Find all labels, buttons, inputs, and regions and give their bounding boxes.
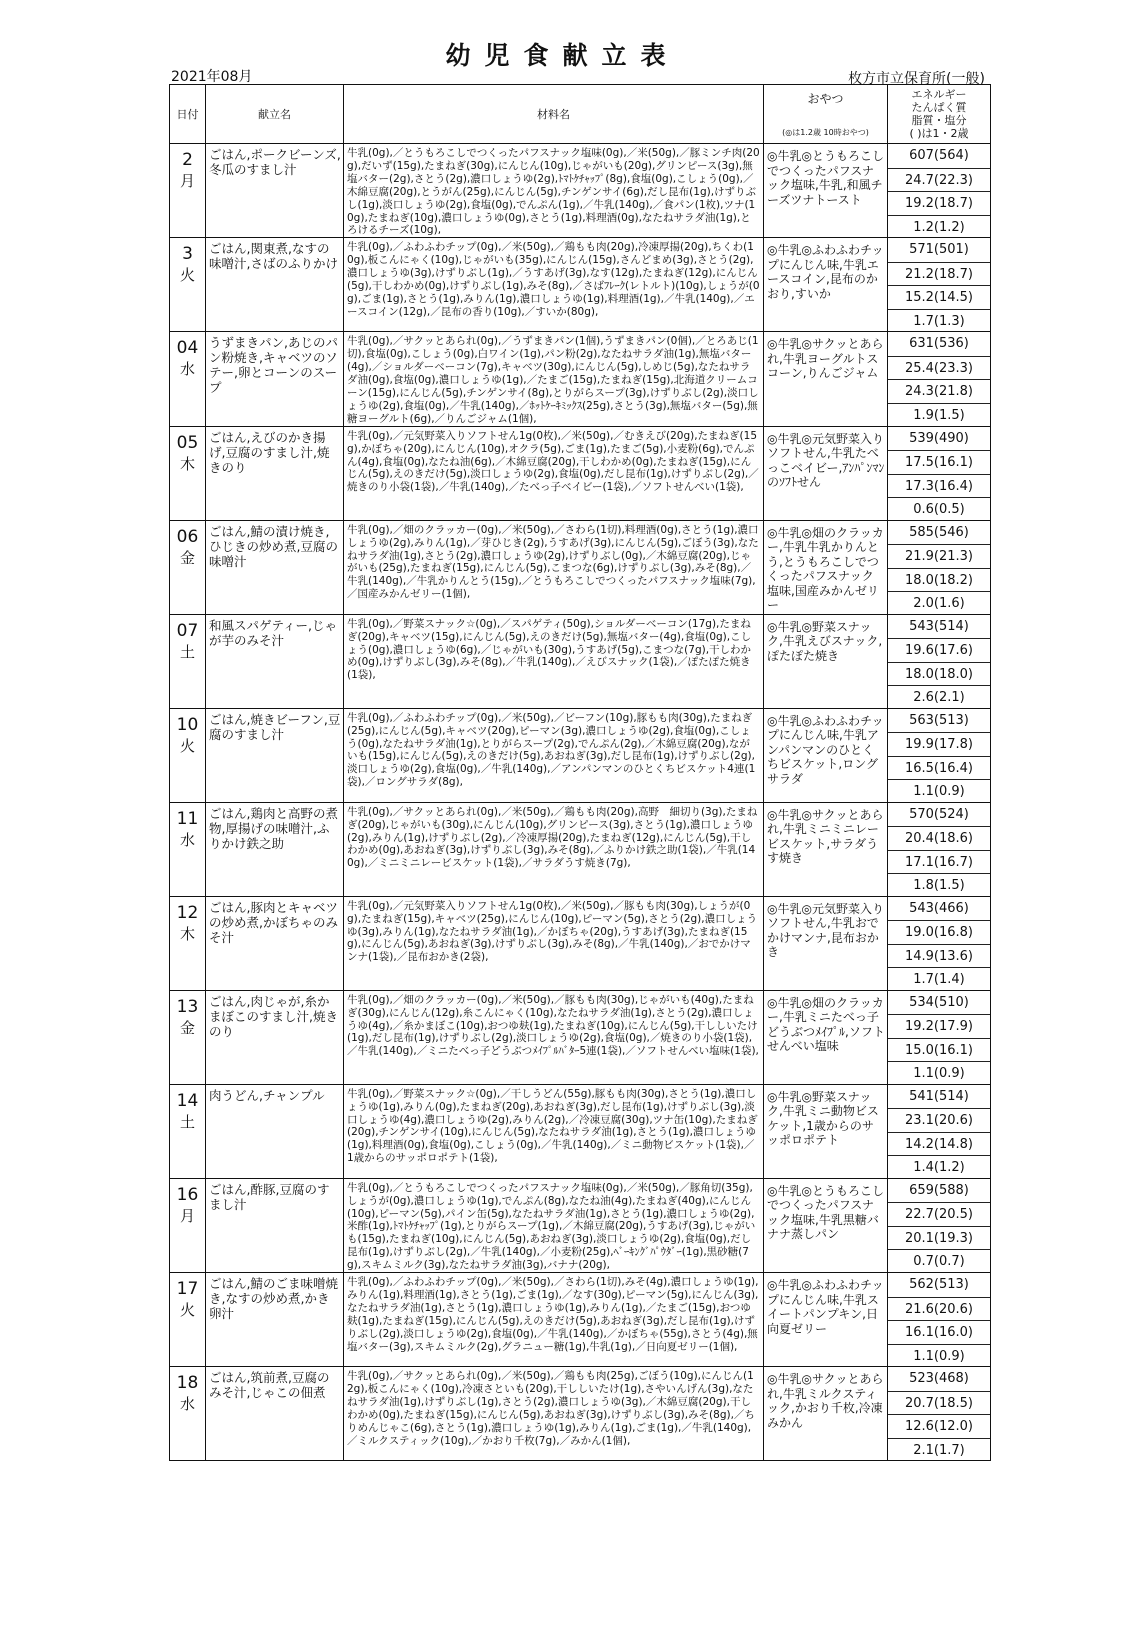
day-weekday: 月 bbox=[179, 172, 195, 190]
day-number: 18 bbox=[176, 1373, 199, 1394]
salt-value: 1.1(0.9) bbox=[888, 779, 990, 804]
ingredients-list: 牛乳(0g),／ふわふわチップ(0g),／米(50g),／ビーフン(10g),豚もも肉(30g),たまねぎ(25g),にんじん(5g),キャベツ(20g),ピーマン(3g),濃口しょうゆ(2g),食塩(0g),こしょう(0g),なたねサラダ油(1g),とりがらスープ(2g),でんぷん(2g),／木綿豆腐(20g),ながいも(15g),にんじん(5g),えのきだけ(5g),あおねぎ(3g),だし昆布(1g),けずりぶし(2g),淡口しょうゆ(2g),食塩(0g),／牛乳(140g),／アンパンマンのひとくちビスケット4連(1袋),／ロングサラダ(8g), bbox=[344, 708, 764, 802]
energy-value: 534(510) bbox=[909, 994, 969, 1010]
day-number: 13 bbox=[176, 996, 199, 1017]
protein-value: 25.4(23.3) bbox=[888, 356, 990, 381]
day-weekday: 土 bbox=[179, 642, 195, 661]
dish-name: ごはん,焼きビーフン,豆腐のすまし汁 bbox=[206, 708, 344, 802]
protein-value: 20.7(18.5) bbox=[888, 1391, 990, 1416]
fat-value: 20.1(19.3) bbox=[888, 1226, 990, 1251]
table-row bbox=[170, 990, 991, 1084]
salt-value: 1.7(1.3) bbox=[888, 309, 990, 334]
day-cell bbox=[170, 708, 206, 802]
energy-value: 543(466) bbox=[909, 900, 969, 916]
salt-value: 1.8(1.5) bbox=[888, 873, 990, 898]
dish-name: ごはん,鯖のごま味噌焼き,なすの炒め煮,かき卵汁 bbox=[206, 1273, 344, 1367]
table-row bbox=[170, 426, 991, 520]
energy-value: 659(588) bbox=[909, 1182, 969, 1198]
fat-value: 16.5(16.4) bbox=[888, 756, 990, 781]
salt-value: 2.1(1.7) bbox=[888, 1438, 990, 1463]
day-cell bbox=[170, 144, 206, 238]
energy-value: 570(524) bbox=[909, 806, 969, 822]
table-row bbox=[170, 802, 991, 896]
fat-value: 18.0(18.0) bbox=[888, 662, 990, 687]
dish-name: ごはん,ポークビーンズ,冬瓜のすまし汁 bbox=[206, 144, 344, 238]
energy-value: 523(468) bbox=[909, 1371, 969, 1387]
snack-list: ◎牛乳◎畑のクラッカー,牛乳牛乳かりんとう,とうもろこしでつくったパフスナック塩味,国産みかんゼリー bbox=[764, 520, 888, 614]
day-cell bbox=[170, 426, 206, 520]
page-title: 幼児食献立表 bbox=[445, 41, 680, 70]
dish-name: ごはん,酢豚,豆腐のすまし汁 bbox=[206, 1178, 344, 1272]
day-cell bbox=[170, 990, 206, 1084]
ingredients-list: 牛乳(0g),／サクッとあられ(0g),／うずまきパン(1個),うずまきパン(0個),／とろあじ(1切),食塩(0g),こしょう(0g),白ワイン(1g),パン粉(2g),なたねサラダ油(1g),無塩バター(4g),／ショルダーベーコン(7g),キャベツ(30g),にんじん(5g),しめじ(5g),なたねサラダ油(0g),食塩(0g),濃口しょうゆ(1g),／たまご(15g),たまねぎ(15g),北海道クリームコーン(15g),にんじん(5g),チンゲンサイ(8g),とりがらスープ(3g),けずりぶし(2g),淡口しょうゆ(2g),食塩(0g),／牛乳(140g),／ﾎｯﾄｹｰｷﾐｯｸｽ(25g),さとう(3g),無塩バター(5g),無糖ヨーグルト(6g),／りんごジャム(1個), bbox=[344, 332, 764, 426]
day-number: 05 bbox=[176, 432, 199, 453]
protein-value: 22.7(20.5) bbox=[888, 1202, 990, 1227]
day-cell bbox=[170, 1178, 206, 1272]
table-row bbox=[170, 1084, 991, 1178]
table-row bbox=[170, 1273, 991, 1367]
protein-value: 17.5(16.1) bbox=[888, 450, 990, 475]
salt-value: 2.0(1.6) bbox=[888, 591, 990, 616]
header-row bbox=[170, 85, 991, 144]
day-number: 17 bbox=[176, 1279, 199, 1300]
protein-value: 23.1(20.6) bbox=[888, 1108, 990, 1133]
day-weekday: 金 bbox=[179, 548, 195, 567]
protein-value: 24.7(22.3) bbox=[888, 168, 990, 193]
day-cell bbox=[170, 1084, 206, 1178]
fat-value: 15.2(14.5) bbox=[888, 285, 990, 310]
energy-value: 563(513) bbox=[909, 712, 969, 728]
protein-value: 19.2(17.9) bbox=[888, 1014, 990, 1039]
ingredients-list: 牛乳(0g),／サクッとあられ(0g),／米(50g),／鶏もも肉(25g),ごぼう(10g),にんじん(12g),板こんにゃく(10g),冷凍さといも(20g),干ししいたけ(1g),さやいんげん(3g),なたねサラダ油(1g),けずりぶし(1g),さとう(2g),濃口しょうゆ(3g),／木綿豆腐(20g),干しわかめ(0g),たまねぎ(15g),にんじん(5g),あおねぎ(3g),けずりぶし(3g),みそ(8g),／ちりめんじゃこ(6g),さとう(1g),濃口しょうゆ(1g),みりん(1g),ごま(1g),／牛乳(140g),／ミルクスティック(10g),／かおり千枚(7g),／みかん(1個), bbox=[344, 1367, 764, 1461]
table-row bbox=[170, 896, 991, 990]
ingredients-list: 牛乳(0g),／とうもろこしでつくったパフスナック塩味(0g),／米(50g),／豚角切(35g),しょうが(0g),濃口しょうゆ(1g),でんぷん(8g),なたね油(4g),たまねぎ(40g),にんじん(10g),ピーマン(5g),パイン缶(5g),なたねサラダ油(1g),さとう(1g),濃口しょうゆ(2g),米酢(1g),ﾄﾏﾄｹﾁｬｯﾌﾟ(1g),とりがらスープ(1g),／木綿豆腐(20g),うすあげ(3g),じゃがいも(15g),たまねぎ(10g),にんじん(5g),あおねぎ(3g),淡口しょうゆ(2g),食塩(0g),だし昆布(1g),けずりぶし(2g),／牛乳(140g),／小麦粉(25g),ﾍﾞｰｷﾝｸﾞﾊﾟｳﾀﾞｰ(1g),黒砂糖(7g),スキムミルク(3g),なたねサラダ油(3g),バナナ(20g), bbox=[344, 1178, 764, 1272]
menu-body bbox=[170, 144, 991, 1461]
salt-value: 1.1(0.9) bbox=[888, 1344, 990, 1369]
day-weekday: 土 bbox=[179, 1112, 195, 1131]
day-number: 16 bbox=[176, 1184, 199, 1205]
ingredients-list: 牛乳(0g),／ふわふわチップ(0g),／米(50g),／さわら(1切),みそ(4g),濃口しょうゆ(1g),みりん(1g),料理酒(1g),さとう(1g),ごま(1g),／なす(30g),ピーマン(5g),にんじん(3g),なたねサラダ油(1g),さとう(1g),濃口しょうゆ(1g),みりん(1g),／たまご(15g),おつゆ麸(1g),たまねぎ(15g),にんじん(5g),えのきだけ(5g),あおねぎ(3g),だし昆布(1g),けずりぶし(2g),淡口しょうゆ(2g),食塩(0g),／牛乳(140g),／かぼちゃ(55g),さとう(4g),無塩バター(3g),スキムミルク(2g),グラニュー糖(1g),牛乳(1g),／日向夏ゼリー(1個), bbox=[344, 1273, 764, 1367]
dish-name: うずまきパン,あじのパン粉焼き,キャベツのソテー,卵とコーンのスープ bbox=[206, 332, 344, 426]
snack-list: ◎牛乳◎野菜スナック,牛乳えびスナック,ぽたぽた焼き bbox=[764, 614, 888, 708]
day-cell bbox=[170, 238, 206, 332]
snack-list: ◎牛乳◎とうもろこしでつくったパフスナック塩味,牛乳黒糖バナナ蒸しパン bbox=[764, 1178, 888, 1272]
ingredients-list: 牛乳(0g),／元気野菜入りソフトせん1g(0枚),／米(50g),／むきえび(20g),たまねぎ(15g),かぼちゃ(20g),にんじん(10g),オクラ(5g),ごま(1g),たまご(5g),小麦粉(6g),でんぷん(4g),食塩(0g),なたね油(6g),／木綿豆腐(20g),干しわかめ(0g),たまねぎ(15g),にんじん(5g),えのきだけ(5g),淡口しょうゆ(2g),食塩(0g),だし昆布(1g),けずりぶし(2g),／焼きのり小袋(1袋),／牛乳(140g),／たべっ子ベイビー(1袋),／ソフトせんべい(1袋), bbox=[344, 426, 764, 520]
protein-value: 21.9(21.3) bbox=[888, 544, 990, 569]
snack-header-note: (◎は1.2歳 10時おやつ) bbox=[782, 128, 869, 137]
ingredients-list: 牛乳(0g),／ふわふわチップ(0g),／米(50g),／鶏もも肉(20g),冷凍厚揚(20g),ちくわ(10g),板こんにゃく(10g),じゃがいも(35g),にんじん(15g),さんどまめ(3g),さとう(2g),濃口しょうゆ(3g),けずりぶし(1g),／うすあげ(3g),なす(12g),たまねぎ(12g),にんじん(5g),干しわかめ(0g),けずりぶし(1g),みそ(8g),／さばﾌﾚｰｸ(レトルト)(10g),しょうが(0g),ごま(1g),さとう(1g),みりん(1g),濃口しょうゆ(1g),料理酒(1g),／牛乳(140g),／エースコイン(12g),／昆布の香り(10g),／すいか(80g), bbox=[344, 238, 764, 332]
day-number: 10 bbox=[176, 714, 199, 735]
ingredients-list: 牛乳(0g),／畑のクラッカー(0g),／米(50g),／豚もも肉(30g),じゃがいも(40g),たまねぎ(30g),にんじん(12g),糸こんにゃく(10g),なたねサラダ油(1g),さとう(2g),濃口しょうゆ(4g),／糸かまぼこ(10g),おつゆ麸(1g),たまねぎ(10g),にんじん(5g),干ししいたけ(1g),だし昆布(1g),けずりぶし(2g),淡口しょうゆ(2g),食塩(0g),／焼きのり小袋(1袋),／牛乳(140g),／ミニたべっ子どうぶつﾒｲﾌﾟﾙﾊﾞﾀｰ5連(1袋),／ソフトせんべい塩味(1袋), bbox=[344, 990, 764, 1084]
day-number: 04 bbox=[176, 338, 199, 359]
day-weekday: 火 bbox=[179, 266, 195, 285]
day-number: 3 bbox=[182, 244, 193, 265]
ingredients-list: 牛乳(0g),／元気野菜入りソフトせん1g(0枚),／米(50g),／豚もも肉(30g),しょうが(0g),たまねぎ(15g),キャベツ(25g),にんじん(10g),ピーマン(5g),さとう(2g),濃口しょうゆ(3g),みりん(1g),なたねサラダ油(1g),／かぼちゃ(20g),うすあげ(3g),たまねぎ(15g),にんじん(5g),あおねぎ(3g),けずりぶし(3g),みそ(8g),／牛乳(140g),／おでかけマンナ(1袋),／昆布おかき(2袋), bbox=[344, 896, 764, 990]
table-row bbox=[170, 520, 991, 614]
table-row bbox=[170, 332, 991, 426]
energy-value: 541(514) bbox=[909, 1088, 969, 1104]
fat-value: 14.9(13.6) bbox=[888, 944, 990, 969]
fat-value: 16.1(16.0) bbox=[888, 1320, 990, 1345]
table-row bbox=[170, 238, 991, 332]
nutrition-cell bbox=[888, 426, 991, 520]
day-weekday: 月 bbox=[179, 1206, 195, 1225]
salt-value: 2.6(2.1) bbox=[888, 685, 990, 710]
day-cell bbox=[170, 1273, 206, 1367]
protein-value: 19.6(17.6) bbox=[888, 638, 990, 663]
fat-value: 14.2(14.8) bbox=[888, 1132, 990, 1157]
fat-value: 12.6(12.0) bbox=[888, 1414, 990, 1439]
ingredients-list: 牛乳(0g),／野菜スナック☆(0g),／スパゲティ(50g),ショルダーベーコン(17g),たまねぎ(20g),キャベツ(15g),にんじん(5g),えのきだけ(5g),無塩バター(4g),食塩(0g),こしょう(0g),濃口しょうゆ(6g),／じゃがいも(30g),うすあげ(5g),こまつな(7g),干しわかめ(0g),けずりぶし(3g),みそ(8g),／牛乳(140g),／えびスナック(1袋),／ぽたぽた焼き(1袋), bbox=[344, 614, 764, 708]
ingredients-list: 牛乳(0g),／畑のクラッカー(0g),／米(50g),／さわら(1切),料理酒(0g),さとう(1g),濃口しょうゆ(2g),みりん(1g),／芽ひじき(2g),うすあげ(3g),にんじん(5g),ごぼう(3g),なたねサラダ油(1g),さとう(2g),濃口しょうゆ(2g),けずりぶし(0g),／木綿豆腐(20g),じゃがいも(25g),たまねぎ(15g),にんじん(5g),こまつな(6g),けずりぶし(3g),みそ(8g),／牛乳(140g),／牛乳かりんとう(15g),／とうもろこしでつくったパフスナック塩味(7g),／国産みかんゼリー(1個), bbox=[344, 520, 764, 614]
snack-list: ◎牛乳◎ふわふわチップにんじん味,牛乳スイートパンプキン,日向夏ゼリー bbox=[764, 1273, 888, 1367]
salt-value: 1.7(1.4) bbox=[888, 967, 990, 992]
energy-value: 585(546) bbox=[909, 524, 969, 540]
day-weekday: 火 bbox=[179, 736, 195, 755]
col-header-day: 日付 bbox=[170, 85, 206, 144]
snack-list: ◎牛乳◎ふわふわチップにんじん味,牛乳アンパンマンのひとくちビスケット,ロングサラダ bbox=[764, 708, 888, 802]
nutrition-cell bbox=[888, 1084, 991, 1178]
protein-value: 20.4(18.6) bbox=[888, 826, 990, 851]
snack-header-label: おやつ bbox=[807, 92, 844, 106]
snack-list: ◎牛乳◎野菜スナック,牛乳ミニ動物ビスケット,1歳からのサッポロポテト bbox=[764, 1084, 888, 1178]
dish-name: ごはん,えびのかき揚げ,豆腐のすまし汁,焼きのり bbox=[206, 426, 344, 520]
col-header-snack bbox=[764, 85, 888, 144]
snack-list: ◎牛乳◎とうもろこしでつくったパフスナック塩味,牛乳,和風チーズツナトースト bbox=[764, 144, 888, 238]
snack-list: ◎牛乳◎元気野菜入りソフトせん,牛乳たべっこベイビー,ｱﾝﾊﾟﾝﾏﾝのｿﾌﾄせん bbox=[764, 426, 888, 520]
protein-value: 19.0(16.8) bbox=[888, 920, 990, 945]
day-number: 2 bbox=[182, 150, 193, 170]
dish-name: ごはん,鶏肉と高野の煮物,厚揚げの味噌汁,ふりかけ鉄之助 bbox=[206, 802, 344, 896]
nutrition-header-energy: エネルギー bbox=[911, 88, 967, 101]
nutrition-cell bbox=[888, 1178, 991, 1272]
energy-value: 571(501) bbox=[909, 242, 969, 258]
day-number: 06 bbox=[176, 526, 199, 547]
day-cell bbox=[170, 1367, 206, 1461]
day-weekday: 水 bbox=[179, 360, 195, 379]
day-weekday: 金 bbox=[179, 1018, 195, 1037]
dish-name: ごはん,鯖の漬け焼き,ひじきの炒め煮,豆腐の味噌汁 bbox=[206, 520, 344, 614]
ingredients-list: 牛乳(0g),／野菜スナック☆(0g),／干しうどん(55g),豚もも肉(30g),さとう(1g),濃口しょうゆ(1g),みりん(0g),たまねぎ(20g),あおねぎ(3g),だし昆布(1g),けずりぶし(3g),淡口しょうゆ(4g),濃口しょうゆ(2g),みりん(2g),／冷凍豆腐(30g),ツナ缶(10g),たまねぎ(20g),チンゲンサイ(10g),にんじん(5g),なたねサラダ油(1g),さとう(1g),濃口しょうゆ(1g),料理酒(0g),食塩(0g),こしょう(0g),／牛乳(140g),／ミニ動物ビスケット(1袋),／1歳からのサッポロポテト(1袋), bbox=[344, 1084, 764, 1178]
nutrition-cell bbox=[888, 520, 991, 614]
fat-value: 19.2(18.7) bbox=[888, 191, 990, 216]
day-weekday: 火 bbox=[179, 1301, 195, 1320]
day-weekday: 水 bbox=[179, 1395, 195, 1414]
col-header-nutrition bbox=[888, 85, 991, 144]
day-cell bbox=[170, 896, 206, 990]
day-number: 11 bbox=[176, 808, 199, 829]
nutrition-header-note: ( )は1・2歳 bbox=[909, 127, 969, 140]
nutrition-header-fat-salt: 脂質・塩分 bbox=[911, 114, 967, 127]
dish-name: 肉うどん,チャンプル bbox=[206, 1084, 344, 1178]
protein-value: 21.6(20.6) bbox=[888, 1297, 990, 1322]
nutrition-cell bbox=[888, 332, 991, 426]
energy-value: 543(514) bbox=[909, 618, 969, 634]
nutrition-header-protein: たんぱく質 bbox=[911, 101, 967, 114]
menu-table bbox=[169, 84, 991, 1461]
nutrition-cell bbox=[888, 708, 991, 802]
salt-value: 1.2(1.2) bbox=[888, 215, 990, 240]
snack-list: ◎牛乳◎元気野菜入りソフトせん,牛乳おでかけマンナ,昆布おかき bbox=[764, 896, 888, 990]
fat-value: 17.1(16.7) bbox=[888, 850, 990, 875]
table-row bbox=[170, 1367, 991, 1461]
day-cell bbox=[170, 332, 206, 426]
nutrition-cell bbox=[888, 144, 991, 238]
day-weekday: 水 bbox=[179, 830, 195, 849]
day-number: 07 bbox=[176, 620, 199, 641]
organization-name: 枚方市立保育所(一般) bbox=[848, 71, 985, 87]
protein-value: 21.2(18.7) bbox=[888, 262, 990, 287]
day-cell bbox=[170, 520, 206, 614]
fat-value: 15.0(16.1) bbox=[888, 1038, 990, 1063]
col-header-ingredients: 材料名 bbox=[344, 85, 764, 144]
snack-list: ◎牛乳◎畑のクラッカー,牛乳ミニたべっ子どうぶつﾒｲﾌﾟﾙ,ソフトせんべい塩味 bbox=[764, 990, 888, 1084]
nutrition-cell bbox=[888, 896, 991, 990]
nutrition-cell bbox=[888, 1367, 991, 1461]
energy-value: 562(513) bbox=[909, 1277, 969, 1293]
col-header-dish: 献立名 bbox=[206, 85, 344, 144]
fat-value: 18.0(18.2) bbox=[888, 568, 990, 593]
dish-name: ごはん,肉じゃが,糸かまぼこのすまし汁,焼きのり bbox=[206, 990, 344, 1084]
ingredients-list: 牛乳(0g),／サクッとあられ(0g),／米(50g),／鶏もも肉(20g),高野 細切り(3g),たまねぎ(20g),じゃがいも(30g),にんじん(10g),グリンピース(3g),さとう(1g),濃口しょうゆ(2g),みりん(1g),けずりぶし(2g),／冷凍厚揚(20g),たまねぎ(12g),にんじん(5g),干しわかめ(0g),あおねぎ(3g),けずりぶし(3g),みそ(8g),／ふりかけ鉄之助(1袋),／牛乳(140g),／ミニミニレービスケット(1袋),／サラダうす焼き(7g), bbox=[344, 802, 764, 896]
energy-value: 631(536) bbox=[909, 336, 969, 352]
dish-name: ごはん,豚肉とキャベツの炒め煮,かぼちゃのみそ汁 bbox=[206, 896, 344, 990]
salt-value: 1.1(0.9) bbox=[888, 1061, 990, 1086]
dish-name: 和風スパゲティー,じゃが芋のみそ汁 bbox=[206, 614, 344, 708]
table-row bbox=[170, 144, 991, 238]
day-weekday: 木 bbox=[179, 454, 195, 473]
dish-name: ごはん,筑前煮,豆腐のみそ汁,じゃこの佃煮 bbox=[206, 1367, 344, 1461]
salt-value: 1.4(1.2) bbox=[888, 1155, 990, 1180]
table-row bbox=[170, 1178, 991, 1272]
table-row bbox=[170, 708, 991, 802]
energy-value: 539(490) bbox=[909, 430, 969, 446]
snack-list: ◎牛乳◎サクッとあられ,牛乳ミニミニレービスケット,サラダうす焼き bbox=[764, 802, 888, 896]
energy-value: 607(564) bbox=[909, 148, 969, 163]
nutrition-cell bbox=[888, 1273, 991, 1367]
ingredients-list: 牛乳(0g),／とうもろこしでつくったパフスナック塩味(0g),／米(50g),／豚ミンチ肉(20g),だいず(15g),たまねぎ(30g),にんじん(10g),じゃがいも(20g),グリンピース(3g),無塩バター(2g),さとう(2g),濃口しょうゆ(2g),ﾄﾏﾄｹﾁｬｯﾌﾟ(8g),食塩(0g),こしょう(0g),／木綿豆腐(20g),とうがん(25g),にんじん(5g),チンゲンサイ(6g),だし昆布(1g),けずりぶし(1g),淡口しょうゆ(2g),食塩(0g),でんぷん(1g),／牛乳(140g),／食パン(1枚),ツナ(10g),たまねぎ(10g),濃口しょうゆ(0g),さとう(1g),料理酒(0g),なたねサラダ油(1g),とろけるチーズ(10g), bbox=[344, 144, 764, 238]
snack-list: ◎牛乳◎サクッとあられ,牛乳ヨーグルトスコーン,りんごジャム bbox=[764, 332, 888, 426]
snack-list: ◎牛乳◎サクッとあられ,牛乳ミルクスティック,かおり千枚,冷凍みかん bbox=[764, 1367, 888, 1461]
salt-value: 0.7(0.7) bbox=[888, 1249, 990, 1274]
nutrition-cell bbox=[888, 802, 991, 896]
fat-value: 17.3(16.4) bbox=[888, 474, 990, 499]
nutrition-cell bbox=[888, 990, 991, 1084]
dish-name: ごはん,関東煮,なすの味噌汁,さばのふりかけ bbox=[206, 238, 344, 332]
day-cell bbox=[170, 614, 206, 708]
day-weekday: 木 bbox=[179, 924, 195, 943]
fat-value: 24.3(21.8) bbox=[888, 379, 990, 404]
salt-value: 0.6(0.5) bbox=[888, 497, 990, 522]
day-number: 14 bbox=[176, 1090, 199, 1111]
day-cell bbox=[170, 802, 206, 896]
table-row bbox=[170, 614, 991, 708]
day-number: 12 bbox=[176, 902, 199, 923]
snack-list: ◎牛乳◎ふわふわチップにんじん味,牛乳エースコイン,昆布のかおり,すいか bbox=[764, 238, 888, 332]
year-month: 2021年08月 bbox=[171, 69, 253, 85]
nutrition-cell bbox=[888, 238, 991, 332]
protein-value: 19.9(17.8) bbox=[888, 732, 990, 757]
nutrition-cell bbox=[888, 614, 991, 708]
salt-value: 1.9(1.5) bbox=[888, 403, 990, 428]
